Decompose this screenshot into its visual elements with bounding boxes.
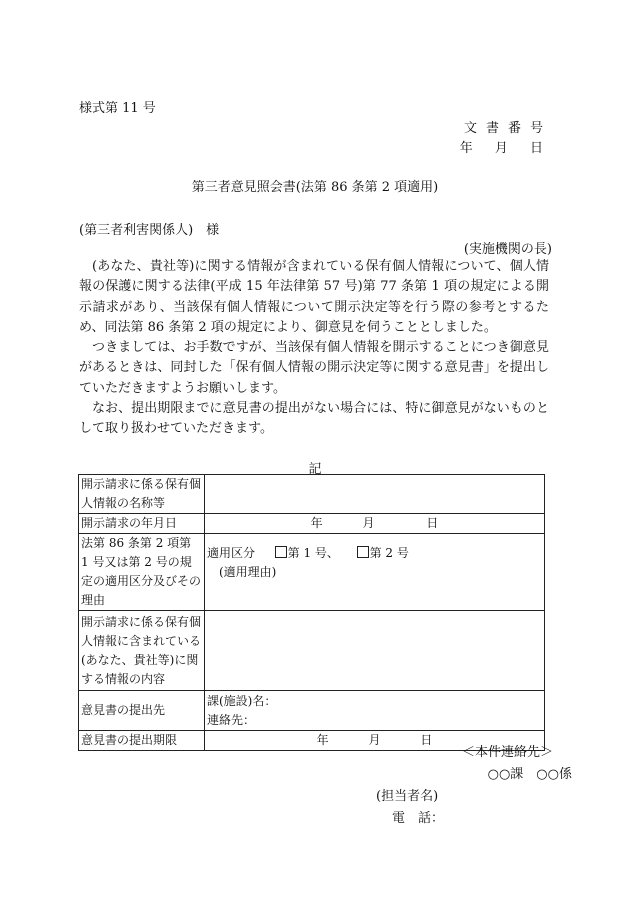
row-disclosure-name-value: [205, 475, 545, 514]
document-date: 年 月 日: [459, 141, 552, 156]
body-paragraph-3: なお、提出期限までに意見書の提出がない場合には、特に御意見がないものとして取り扱わせていただきます。: [79, 401, 549, 437]
contact-person: (担当者名): [376, 789, 439, 804]
sender: (実施機関の長): [463, 242, 552, 257]
body-text: [79, 257, 549, 440]
opt1-label: 第 1 号、: [287, 546, 339, 560]
form-number: 様式第 11 号: [79, 101, 156, 116]
row-content-label: 開示請求に係る保有個人情報に含まれている(あなた、貴社等)に関する情報の内容: [79, 611, 205, 691]
row-submit-to-label: 意見書の提出先: [79, 691, 205, 731]
reason-label: (適用理由): [219, 565, 277, 579]
section-name: 課(施設)名：: [207, 693, 277, 708]
opt2-label: 第 2 号: [369, 546, 409, 560]
request-year: 年: [310, 516, 323, 530]
checkbox-opt1[interactable]: [275, 546, 287, 558]
row-disclosure-name-label: 開示請求に係る保有個人情報の名称等: [79, 475, 205, 514]
body-paragraph-1: (あなた、貴社等)に関する情報が含まれている保有個人情報について、個人情報の保護に関する法律(平成 15 年法律第 57 号)第 77 条第 1 項の規定による開示請求があり、当該保有個人情報について開示決定等を行う際の参考とするため、同法第 86 条第 2 項の規定により、御意見を伺うこととしました。: [79, 259, 549, 335]
row-category-label: 法第 86 条第 2 項第 1 号又は第 2 号の規定の適用区分及びその理由: [79, 534, 205, 611]
request-day: 日: [426, 516, 439, 530]
row-category-value: [205, 534, 545, 611]
addressee: (第三者利害関係人) 様: [79, 223, 220, 238]
category-label: 適用区分: [207, 546, 256, 560]
contact-heading: ＜本件連絡先＞: [461, 745, 553, 760]
row-request-date-label: 開示請求の年月日: [79, 514, 205, 534]
deadline-month: 月: [368, 733, 381, 747]
row-content-value: [205, 611, 545, 691]
ki-heading: 記: [308, 462, 322, 477]
row-request-date-value: [205, 514, 545, 534]
contact-department: ○○課 ○○係: [487, 767, 572, 782]
request-month: 月: [362, 516, 375, 530]
document-title: 第三者意見照会書(法第 86 条第 2 項適用): [191, 180, 439, 195]
contact-phone: 電 話：: [392, 811, 445, 826]
deadline-day: 日: [420, 733, 433, 747]
deadline-year: 年: [316, 733, 329, 747]
body-paragraph-2: つきましては、お手数ですが、当該保有個人情報を開示することにつき御意見があるときは、同封した「保有個人情報の開示決定等に関する意見書」を提出していただきますようお願いします。: [79, 340, 549, 396]
document-number: 文書番号: [463, 121, 552, 136]
row-submit-to-value: [205, 691, 545, 731]
checkbox-opt2[interactable]: [357, 546, 369, 558]
contact-info: 連絡先：: [207, 712, 256, 727]
row-deadline-label: 意見書の提出期限: [79, 731, 205, 751]
info-table: [78, 474, 545, 751]
